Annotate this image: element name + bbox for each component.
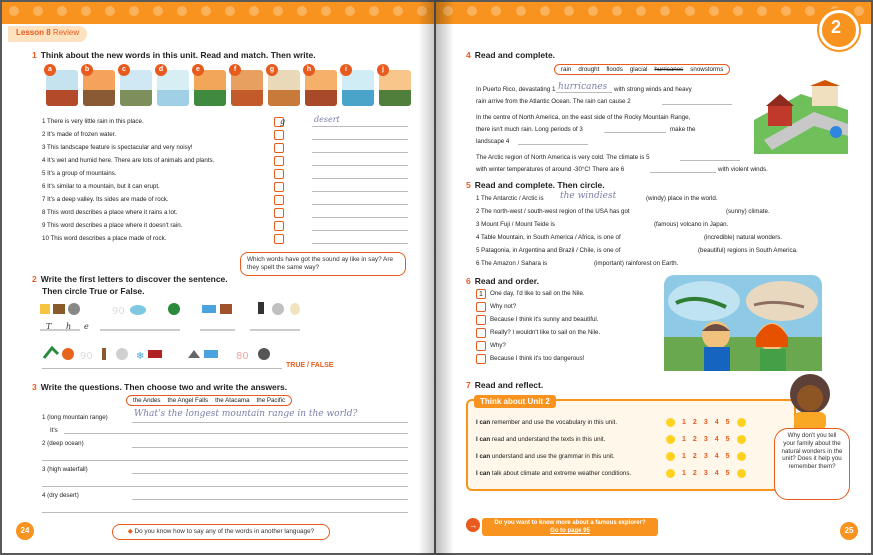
ex5-item: 5 Patagonia, in Argentina and Brazil / Chile, is one of: [476, 247, 621, 254]
rating-scale: [666, 435, 746, 444]
rating-1[interactable]: 1: [682, 436, 686, 443]
option: the Andes: [133, 397, 161, 404]
page-number-left: 24: [16, 522, 34, 540]
think-about-box: [466, 399, 796, 491]
ex4-answer: hurricanes: [558, 82, 608, 92]
answer-box[interactable]: [274, 234, 284, 244]
order-box[interactable]: [476, 315, 486, 325]
reflect-row: I can remember and use the vocabulary in this unit.: [476, 419, 618, 426]
ex3-item-2: 2 (deep ocean): [42, 440, 84, 447]
unit-number: 2: [831, 17, 842, 37]
ex3-item-3: 3 (high waterfall): [42, 466, 88, 473]
ex5-hint: (famous) volcano in Japan.: [654, 221, 729, 228]
rating-1[interactable]: 1: [682, 470, 686, 477]
svg-text:90: 90: [112, 306, 125, 317]
ex4-line: make the: [670, 126, 696, 133]
svg-text:❄: ❄: [136, 351, 145, 362]
dialogue-line: Really? I wouldn't like to sail on the Nile.: [490, 329, 601, 336]
ex7-heading: 7 Read and reflect.: [466, 380, 544, 390]
order-box[interactable]: 1: [476, 289, 486, 299]
family-bubble: Why don't you tell your family about the natural wonders in the unit? Does it help you remember them?: [774, 428, 850, 500]
answer-box[interactable]: [274, 182, 284, 192]
rating-3[interactable]: 3: [703, 419, 708, 426]
rating-4[interactable]: 4: [714, 453, 719, 460]
rating-3[interactable]: 3: [703, 453, 708, 460]
picture-puzzle: [40, 300, 310, 366]
picture-letter: f: [229, 64, 241, 76]
rating-4[interactable]: 4: [714, 436, 719, 443]
ex4-heading: 4 Read and complete.: [466, 50, 556, 60]
ex4-line: there isn't much rain. Long periods of 3: [476, 126, 583, 133]
arrow-icon: →: [466, 518, 480, 532]
rating-3[interactable]: 3: [703, 470, 708, 477]
answer-box[interactable]: [274, 169, 284, 179]
happy-face-icon: [737, 435, 746, 444]
puzzle-row-2: [44, 348, 270, 362]
picture-letter: c: [118, 64, 130, 76]
ex1-item: 4 It's wet and humid here. There are lots of animals and plants.: [42, 157, 215, 164]
rating-scale: [666, 418, 746, 427]
ex6-heading: 6 Read and order.: [466, 276, 539, 286]
ex4-line: The Arctic region of North America is very cold. The climate is 5: [476, 154, 650, 161]
town-illustration: [754, 80, 848, 154]
ex5-hint: (beautiful) regions in South America.: [698, 247, 798, 254]
answer-box[interactable]: [274, 221, 284, 231]
happy-face-icon: [737, 469, 746, 478]
answer-box[interactable]: [274, 156, 284, 166]
picture-letter: a: [44, 64, 56, 76]
svg-text:90: 90: [80, 351, 93, 362]
puzzle-letter-2: h: [66, 322, 72, 331]
rating-scale: [666, 452, 746, 461]
puzzle-row-1: [40, 302, 300, 317]
lesson-label: Lesson 8 Review: [8, 26, 87, 42]
ex5-item: 2 The north-west / south-west region of the USA has got: [476, 208, 630, 215]
ex5-hint: (incredible) natural wonders.: [704, 234, 783, 241]
ex1-item: 3 This landscape feature is spectacular and very noisy!: [42, 144, 193, 151]
ex4-line: In Puerto Rico, devastating 1: [476, 86, 556, 93]
dialogue-line: Because I think it's too dangerous!: [490, 355, 585, 362]
answer-box[interactable]: [274, 195, 284, 205]
ex1-item: 2 It's made of frozen water.: [42, 131, 117, 138]
rating-5[interactable]: 5: [725, 436, 730, 443]
ex2-heading: 2 Write the first letters to discover the sentence.: [32, 274, 228, 284]
explorer-link[interactable]: Do you want to know more about a famous explorer? Go to page 95: [482, 518, 658, 536]
ex2-heading-2: Then circle True or False.: [42, 286, 145, 296]
dialogue-line: Why not?: [490, 303, 517, 310]
ex1-item: 1 There is very little rain in this place.: [42, 118, 144, 125]
ex4-line: landscape 4: [476, 138, 510, 145]
sad-face-icon: [666, 452, 675, 461]
rating-1[interactable]: 1: [682, 419, 686, 426]
dialogue-line: Because I think it's sunny and beautiful.: [490, 316, 599, 323]
ex3-options: [126, 395, 292, 406]
ex4-line: rain arrive from the Atlantic Ocean. The rain can cause 2: [476, 98, 631, 105]
ex4-line: with violent winds.: [718, 166, 768, 173]
ex5-hint: (windy) place in the world.: [646, 195, 718, 202]
sad-face-icon: [666, 469, 675, 478]
dialogue-line: Why?: [490, 342, 506, 349]
order-box[interactable]: [476, 328, 486, 338]
rating-2[interactable]: 2: [692, 419, 697, 426]
ex1-item: 9 This word describes a place where it doesn't rain.: [42, 222, 183, 229]
option: the Pacific: [256, 397, 286, 404]
puzzle-letter-1: T: [46, 322, 52, 331]
sound-bubble: Which words have got the sound ay like in say? Are they spelt the same way?: [240, 252, 406, 276]
answer-box[interactable]: [274, 130, 284, 140]
ex5-item: 1 The Antarctic / Arctic is: [476, 195, 544, 202]
answer-word: desert: [314, 115, 340, 124]
option: the Angel Falls: [167, 397, 209, 404]
ex3-item-1: 1 (long mountain range): [42, 414, 108, 421]
happy-face-icon: [737, 452, 746, 461]
ex5-hint: (sunny) climate.: [726, 208, 770, 215]
ex1-item: 8 This word describes a place where it rains a lot.: [42, 209, 178, 216]
ex5-answer: the windiest: [560, 191, 617, 201]
rating-2[interactable]: 2: [692, 436, 697, 443]
happy-face-icon: [737, 418, 746, 427]
rating-5[interactable]: 5: [725, 470, 730, 477]
reflect-row: I can talk about climate and extreme weather conditions.: [476, 470, 632, 477]
svg-text:80: 80: [236, 351, 249, 362]
top-band-right: [436, 2, 871, 24]
left-page: [2, 2, 434, 553]
ex1-item: 10 This word describes a place made of rock.: [42, 235, 167, 242]
ex1-item: 7 It's a deep valley. Its sides are made of rock.: [42, 196, 169, 203]
rating-2[interactable]: 2: [692, 453, 697, 460]
rating-2[interactable]: 2: [692, 470, 697, 477]
ex1-heading: 1 Think about the new words in this unit. Read and match. Then write.: [32, 50, 316, 60]
option: the Atacama: [215, 397, 250, 404]
ex4-line: with winter temperatures of around -30°C! There are 6: [476, 166, 625, 173]
ex3-item-4: 4 (dry desert): [42, 492, 79, 499]
ex4-line: with strong winds and heavy: [614, 86, 692, 93]
reflect-row: I can understand and use the grammar in this unit.: [476, 453, 615, 460]
ex5-item: 4 Table Mountain, in South America / Africa, is one of: [476, 234, 621, 241]
answer-box[interactable]: [274, 208, 284, 218]
ex5-hint: (important) rainforest on Earth.: [594, 260, 679, 267]
ex3-example: What's the longest mountain range in the world?: [134, 409, 358, 419]
ex4-wordbox: rain drought floods glacial hurricanes snowstorms: [554, 64, 730, 75]
dialogue-line: One day, I'd like to sail on the Nile.: [490, 290, 585, 297]
picture-letter: g: [266, 64, 278, 76]
rating-3[interactable]: 3: [703, 436, 708, 443]
ex3-its: It's: [50, 427, 58, 434]
rating-5[interactable]: 5: [725, 419, 730, 426]
order-box[interactable]: [476, 302, 486, 312]
girl-portrait: [782, 370, 838, 430]
ex5-item: 3 Mount Fuji / Mount Teide is: [476, 221, 555, 228]
nile-illustration: [664, 275, 822, 371]
picture-letter: d: [155, 64, 167, 76]
ex4-line: In the centre of North America, on the east side of the Rocky Mountain Range,: [476, 114, 691, 121]
think-title: Think about Unit 2: [474, 395, 556, 408]
picture-letter: i: [340, 64, 352, 76]
tip-icon: ◆: [127, 528, 135, 535]
ex1-item: 5 It's a group of mountains.: [42, 170, 117, 177]
sad-face-icon: [666, 418, 675, 427]
picture-letter: e: [192, 64, 204, 76]
rating-4[interactable]: 4: [714, 470, 719, 477]
rating-5[interactable]: 5: [725, 453, 730, 460]
rating-4[interactable]: 4: [714, 419, 719, 426]
answer-box[interactable]: [274, 143, 284, 153]
picture-letter: h: [303, 64, 315, 76]
rating-1[interactable]: 1: [682, 453, 686, 460]
rating-scale: [666, 469, 746, 478]
page-number-right: 25: [840, 522, 858, 540]
picture-letter: b: [81, 64, 93, 76]
ex5-heading: 5 Read and complete. Then circle.: [466, 180, 605, 190]
language-tip: ◆ Do you know how to say any of the words in another language?: [112, 524, 330, 540]
order-box[interactable]: [476, 341, 486, 351]
reflect-row: I can read and understand the texts in this unit.: [476, 436, 606, 443]
top-band: [2, 2, 434, 24]
ex1-item: 6 It's similar to a mountain, but it can erupt.: [42, 183, 160, 190]
sad-face-icon: [666, 435, 675, 444]
right-page: [436, 2, 871, 553]
puzzle-letter-3: e: [84, 322, 89, 331]
picture-letter: j: [377, 64, 389, 76]
book-gutter: [418, 0, 454, 555]
order-box[interactable]: [476, 354, 486, 364]
true-false[interactable]: TRUE / FALSE: [286, 362, 334, 369]
answer-letter: g: [280, 117, 286, 126]
ex5-item: 6 The Amazon / Sahara is: [476, 260, 548, 267]
ex3-heading: 3 Write the questions. Then choose two and write the answers.: [32, 382, 288, 392]
